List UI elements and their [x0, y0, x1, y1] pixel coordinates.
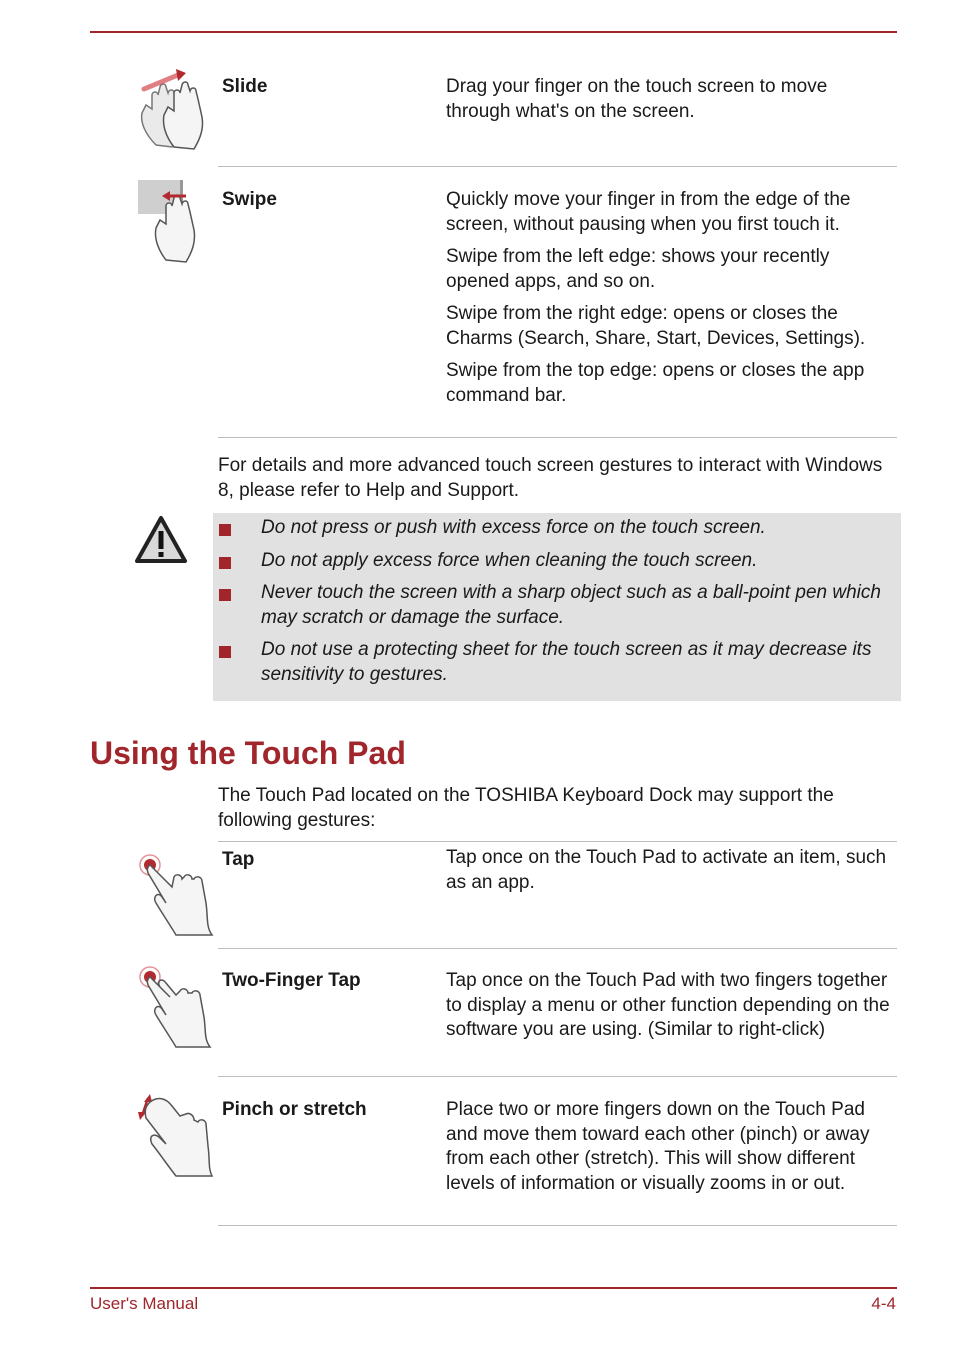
two-finger-tap-gesture-icon — [136, 959, 216, 1049]
bullet-icon — [219, 524, 231, 536]
gesture-row-slide — [218, 75, 897, 167]
footer-page-number: 4-4 — [871, 1294, 896, 1313]
gesture-description — [446, 75, 894, 132]
caution-item — [213, 581, 901, 630]
caution-box — [213, 513, 901, 701]
gesture-term: Pinch or stretch — [222, 1099, 367, 1120]
caution-text: Do not apply excess force when cleaning the touch screen. — [261, 549, 758, 571]
gesture-description-line: Quickly move your finger in from the edge of the screen, without pausing when you first touch it. — [446, 189, 851, 235]
section-title: Using the Touch Pad — [90, 735, 406, 771]
footer-manual-title: User's Manual — [90, 1294, 199, 1313]
gesture-row-two-finger-tap — [218, 969, 897, 1077]
footer-rule — [90, 1287, 897, 1289]
caution-text: Do not use a protecting sheet for the touch screen as it may decrease its sensitivity to gestures. — [261, 639, 872, 685]
header-rule — [90, 31, 897, 33]
slide-gesture-icon — [136, 65, 216, 155]
gesture-row-pinch — [218, 1098, 897, 1226]
details-paragraph: For details and more advanced touch screen gestures to interact with Windows 8, please refer to Help and Support. — [218, 455, 883, 501]
gesture-description — [446, 969, 894, 1051]
gesture-description — [446, 1098, 894, 1204]
gesture-description-line: Tap once on the Touch Pad to activate an item, such as an app. — [446, 847, 887, 893]
caution-item — [213, 516, 901, 541]
caution-list — [213, 516, 901, 695]
gesture-term: Swipe — [222, 189, 277, 210]
gesture-term: Tap — [222, 849, 255, 870]
bullet-icon — [219, 589, 231, 601]
caution-item — [213, 549, 901, 574]
gesture-description-line: Place two or more fingers down on the Touch Pad and move them toward each other (pinch) or away from each other (stretch). This will show different levels of information or visually zooms in or out. — [446, 1099, 870, 1194]
caution-icon — [135, 515, 187, 565]
gesture-description-line: Swipe from the right edge: opens or closes the Charms (Search, Share, Start, Devices, Settings). — [446, 303, 866, 349]
row-divider — [218, 841, 897, 842]
gesture-row-swipe — [218, 188, 897, 438]
gesture-description-line: Swipe from the top edge: opens or closes the app command bar. — [446, 360, 865, 406]
caution-item — [213, 638, 901, 687]
gesture-description-line: Drag your finger on the touch screen to move through what's on the screen. — [446, 76, 828, 122]
gesture-row-tap — [218, 841, 897, 949]
row-divider — [218, 1225, 897, 1226]
gesture-description — [446, 188, 894, 416]
tap-gesture-icon — [136, 847, 216, 937]
row-divider — [218, 1076, 897, 1077]
gesture-description-line: Swipe from the left edge: shows your recently opened apps, and so on. — [446, 246, 830, 292]
section-intro: The Touch Pad located on the TOSHIBA Keyboard Dock may support the following gestures: — [218, 785, 834, 831]
caution-text: Do not press or push with excess force on the touch screen. — [261, 517, 766, 538]
gesture-term: Two-Finger Tap — [222, 970, 361, 991]
swipe-gesture-icon — [136, 178, 216, 268]
caution-text: Never touch the screen with a sharp object such as a ball-point pen which may scratch or damage the surface. — [261, 582, 881, 628]
row-divider — [218, 166, 897, 167]
bullet-icon — [219, 646, 231, 658]
bullet-icon — [219, 557, 231, 569]
pinch-gesture-icon — [136, 1088, 216, 1178]
gesture-description — [446, 846, 894, 903]
gesture-description-line: Tap once on the Touch Pad with two fingers together to display a menu or other function depending on the software you are using. (Similar to right-click) — [446, 970, 890, 1040]
gesture-term: Slide — [222, 76, 268, 97]
row-divider — [218, 948, 897, 949]
row-divider — [218, 437, 897, 438]
